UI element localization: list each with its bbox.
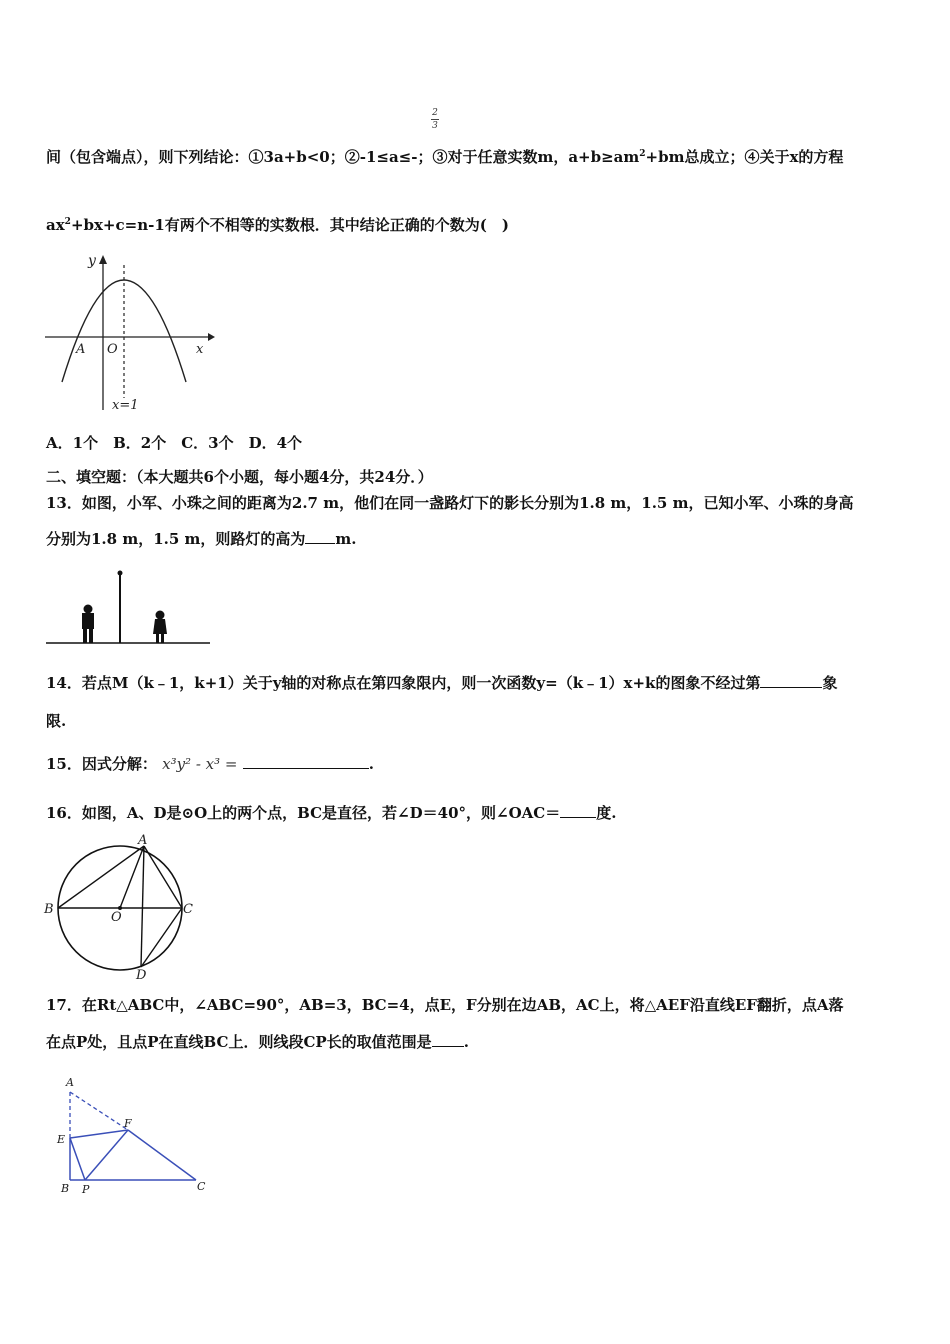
q14-line1: 14．若点M（k﹣1，k+1）关于y轴的对称点在第四象限内，则一次函数y=（k﹣1）x+k的图象不经过第 象 bbox=[46, 674, 838, 692]
answer-blank[interactable] bbox=[760, 673, 822, 688]
fraction-two-thirds bbox=[431, 108, 439, 131]
segment-ef bbox=[70, 1130, 128, 1138]
circle-figure bbox=[40, 832, 200, 982]
q17-line1: 17．在Rt△ABC中，∠ABC=90°，AB=3，BC=4，点E，F分别在边AB，AC上，将△AEF沿直线EF翻折，点A落 bbox=[46, 996, 844, 1014]
q12-line2: $ax^2+bx+c=n-1$有两个不相等的实数根．其中结论正确的个数为( ) bbox=[46, 216, 509, 234]
label-F: F bbox=[124, 1117, 132, 1130]
segment-fp bbox=[85, 1130, 128, 1180]
lamp-head bbox=[118, 571, 123, 576]
segment-cd bbox=[141, 908, 182, 967]
q16-line: 16．如图，A、D是⊙O上的两个点，BC是直径，若∠D＝40°，则∠OAC＝ 度. bbox=[46, 804, 617, 822]
label-x: x bbox=[196, 342, 204, 357]
segment-ad bbox=[141, 846, 144, 967]
street-lamp-figure bbox=[44, 568, 212, 648]
segment-ac bbox=[144, 846, 182, 908]
segment-af-dashed bbox=[70, 1092, 128, 1130]
label-E: E bbox=[57, 1133, 66, 1146]
person-xiaojun bbox=[82, 605, 94, 644]
label-B: B bbox=[61, 1182, 70, 1195]
section-title: 二、填空题：（本大题共6个小题，每小题4分，共24分．） bbox=[46, 468, 433, 486]
label-A: A bbox=[138, 833, 148, 848]
answer-blank[interactable] bbox=[432, 1032, 464, 1047]
label-B: B bbox=[44, 902, 54, 917]
q17-line2: 在点P处，且点P在直线BC上．则线段CP长的取值范围是 . bbox=[46, 1033, 469, 1051]
label-A: A bbox=[66, 1076, 74, 1089]
segment-ba bbox=[58, 846, 144, 908]
x-axis-arrow bbox=[208, 333, 215, 341]
q14-line2: 限. bbox=[46, 712, 67, 730]
answer-blank[interactable] bbox=[305, 529, 335, 544]
triangle-fold-figure bbox=[52, 1072, 212, 1198]
label-C: C bbox=[197, 1180, 206, 1193]
q12-options: A．1个 B．2个 C．3个 D．4个 bbox=[46, 434, 303, 452]
q15-line: 15．因式分解： x³y² - x³ = . bbox=[46, 755, 374, 773]
fraction-denominator: 3 bbox=[432, 121, 438, 131]
label-P: P bbox=[82, 1183, 90, 1196]
q15-expression: x³y² - x³ = bbox=[162, 755, 238, 773]
y-axis-arrow bbox=[99, 255, 107, 264]
label-A: A bbox=[76, 342, 86, 357]
label-D: D bbox=[136, 968, 147, 983]
answer-blank[interactable] bbox=[243, 754, 369, 769]
fraction-numerator: 2 bbox=[432, 108, 438, 118]
answer-blank[interactable] bbox=[560, 803, 596, 818]
label-O: O bbox=[111, 910, 122, 925]
label-O: O bbox=[107, 342, 118, 357]
label-axis: x=1 bbox=[112, 398, 139, 413]
label-y: y bbox=[88, 253, 96, 269]
segment-fc bbox=[128, 1130, 196, 1180]
q12-line1: 间（包含端点），则下列结论：①3a+b<0；②-1≤a≤-；③对于任意实数m，$a+b\ge am^2+bm$总成立；④关于x的方程 bbox=[46, 148, 844, 166]
label-C: C bbox=[183, 902, 193, 917]
parabola-figure bbox=[40, 250, 215, 415]
q13-line2: 分别为1.8 m，1.5 m，则路灯的高为 m. bbox=[46, 530, 357, 548]
person-xiaozhu bbox=[153, 611, 167, 644]
q13-line1: 13．如图，小军、小珠之间的距离为2.7 m，他们在同一盏路灯下的影长分别为1.8 m，1.5 m，已知小军、小珠的身高 bbox=[46, 494, 854, 512]
segment-ep bbox=[70, 1138, 85, 1180]
